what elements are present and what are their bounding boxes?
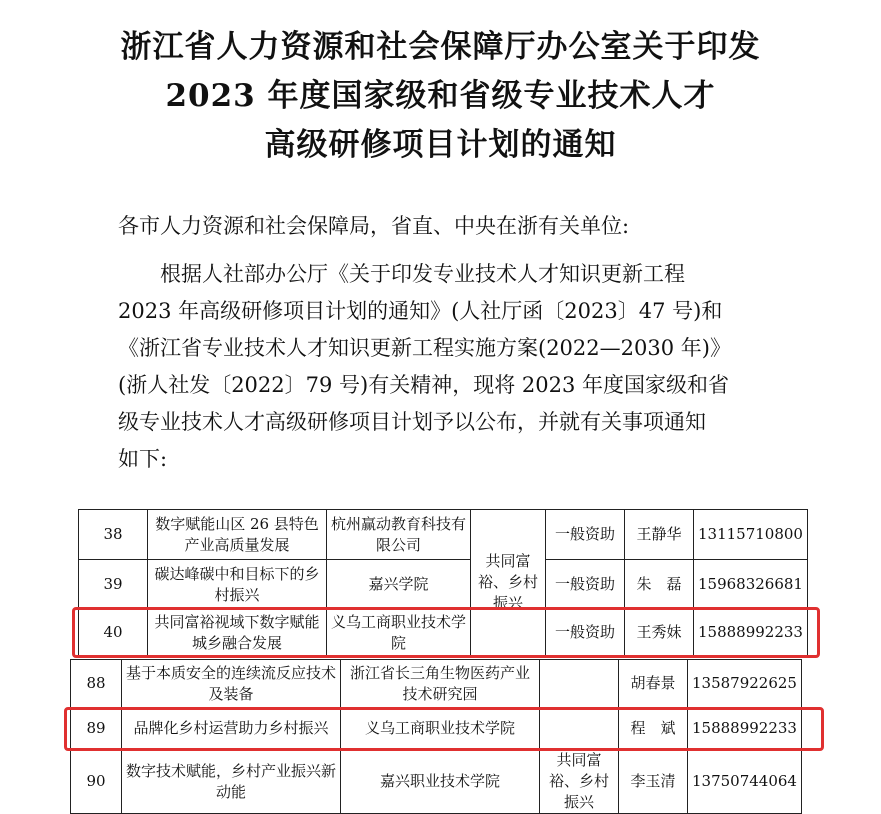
body-line: 如下: [118, 447, 168, 471]
phone-number: 15968326681 [694, 560, 808, 610]
row-number: 89 [71, 708, 122, 750]
title-line-2: 2023 年度国家级和省级专业技术人才 [165, 78, 716, 114]
body-line: 根据人社部办公厅《关于印发专业技术人才知识更新工程 [118, 262, 685, 286]
funding-type: 一般资助 [546, 610, 625, 656]
contact-person: 王静华 [625, 510, 694, 560]
title-line-1: 浙江省人力资源和社会保障厅办公室关于印发 [120, 29, 761, 65]
contact-person: 程 斌 [619, 708, 688, 750]
salutation [118, 208, 778, 245]
table-row [79, 510, 808, 560]
salutation-text: 各市人力资源和社会保障局，省直、中央在浙有关单位: [118, 214, 630, 238]
organizer: 义乌工商职业技术学院 [341, 708, 540, 750]
contact-person: 王秀妹 [625, 610, 694, 656]
table-row [71, 660, 802, 708]
row-number: 38 [79, 510, 148, 560]
phone-number: 15888992233 [694, 610, 808, 656]
row-number: 40 [79, 610, 148, 656]
project-name: 品牌化乡村运营助力乡村振兴 [122, 708, 341, 750]
body-paragraph [118, 256, 778, 478]
project-name: 基于本质安全的连续流反应技术及装备 [122, 660, 341, 708]
table-row [79, 560, 808, 610]
project-name: 数字技术赋能，乡村产业振兴新动能 [122, 750, 341, 814]
funding-type: 一般资助 [546, 510, 625, 560]
phone-number: 13750744064 [688, 750, 802, 814]
organizer: 义乌工商职业技术学院 [327, 610, 471, 656]
organizer: 嘉兴职业技术学院 [341, 750, 540, 814]
row-number: 90 [71, 750, 122, 814]
phone-number: 13587922625 [688, 660, 802, 708]
category [540, 660, 619, 708]
category-merged: 共同富裕、乡村振兴 [471, 510, 546, 656]
phone-number: 13115710800 [694, 510, 808, 560]
title-line-3: 高级研修项目计划的通知 [264, 127, 617, 163]
organizer: 杭州赢动教育科技有限公司 [327, 510, 471, 560]
project-name: 碳达峰碳中和目标下的乡村振兴 [148, 560, 327, 610]
funding-type: 一般资助 [546, 560, 625, 610]
project-name: 数字赋能山区 26 县特色产业高质量发展 [148, 510, 327, 560]
category: 共同富裕、乡村振兴 [540, 750, 619, 814]
table-row [71, 750, 802, 814]
body-line: 2023 年高级研修项目计划的通知》(人社厅函〔2023〕47 号)和 [118, 299, 723, 323]
body-line: 《浙江省专业技术人才知识更新工程实施方案(2022—2030 年)》 [118, 336, 731, 360]
contact-person: 李玉清 [619, 750, 688, 814]
body-line: (浙人社发〔2022〕79 号)有关精神，现将 2023 年度国家级和省 [118, 373, 730, 397]
organizer: 浙江省长三角生物医药产业技术研究园 [341, 660, 540, 708]
project-name: 共同富裕视域下数字赋能城乡融合发展 [148, 610, 327, 656]
organizer: 嘉兴学院 [327, 560, 471, 610]
highlight-box-row-89 [64, 707, 824, 751]
highlight-box-row-40 [72, 607, 820, 658]
contact-person: 朱 磊 [625, 560, 694, 610]
row-number: 88 [71, 660, 122, 708]
row-number: 39 [79, 560, 148, 610]
phone-number: 15888992233 [688, 708, 802, 750]
body-line: 级专业技术人才高级研修项目计划予以公布，并就有关事项通知 [118, 410, 706, 434]
contact-person: 胡春景 [619, 660, 688, 708]
